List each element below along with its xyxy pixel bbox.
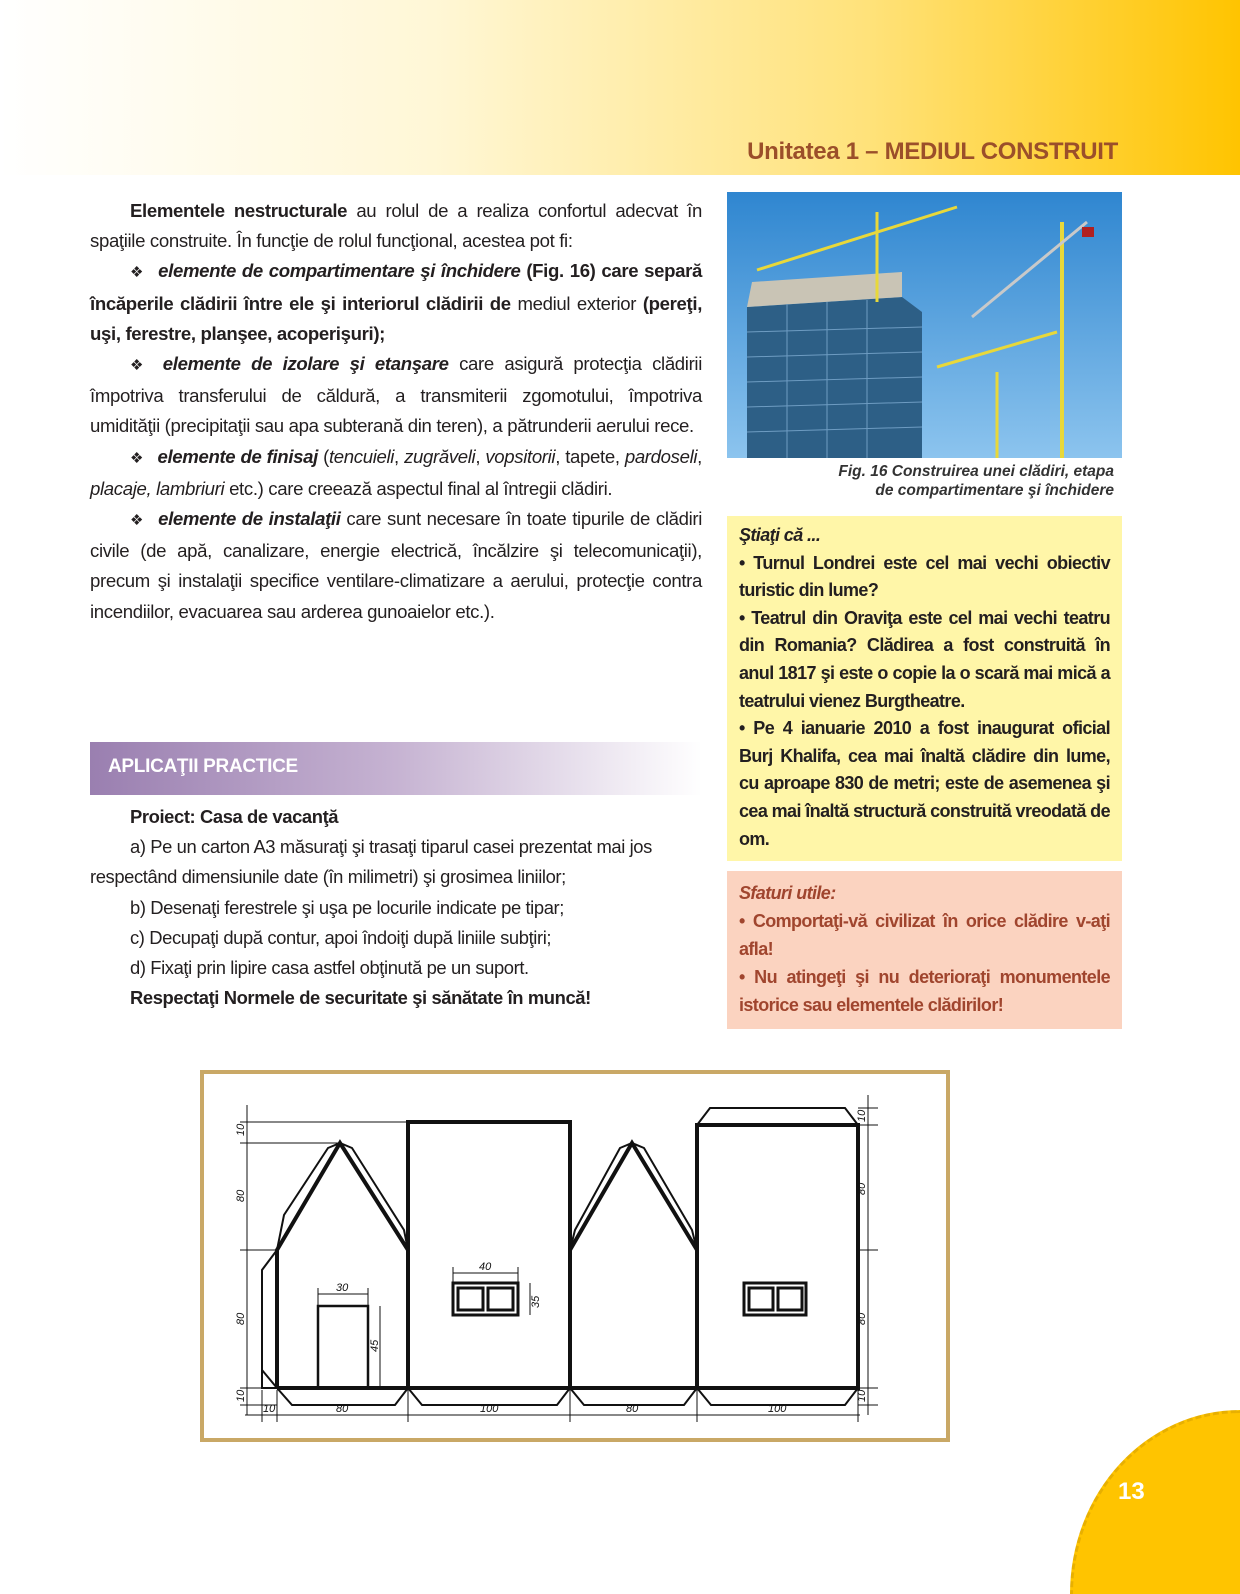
tips-box [727,871,1122,1029]
item-text: mediul exterior [510,292,643,314]
window-right [744,1283,806,1315]
list-item [90,349,702,442]
figure-caption [727,462,1114,500]
item-text: (Fig. 16) care separă încăperile clădirii între ele şi interiorul clădirii de [90,260,703,314]
construction-photo [727,192,1122,458]
fact-item: • Teatrul din Oraviţa este cel mai vechi teatru din Romania? Clădirea a fost construită în anul 1817 şi este o copie la o scară mai mică a teatrului vienez Burgtheatre. [739,607,1110,711]
dim-label: 40 [479,1261,492,1273]
dim-label: 80 [856,1312,868,1325]
dim-label: 80 [626,1403,639,1415]
dim-label: 100 [768,1403,787,1415]
dim-label: 45 [369,1339,381,1352]
dim-label: 80 [856,1182,868,1195]
list-item [90,504,702,627]
dim-label: 80 [235,1189,247,1202]
item-text: , [394,445,405,467]
project-instructions [90,802,702,1013]
unit-title: Unitatea 1 – MEDIUL CONSTRUIT [747,138,1118,165]
item-text: placaje, lambriuri [90,477,225,499]
item-text: , [697,445,702,467]
project-title: Proiect: Casa de vacanţă [130,806,339,827]
item-text: tencuieli [328,445,395,467]
dim-label: 100 [480,1403,499,1415]
fact-item: • Pe 4 ianuarie 2010 a fost inaugurat oficial Burj Khalifa, cea mai înaltă clădire din lume, cu aproape 830 de metri; este de asemenea şi cea mai înaltă structură construită vreodată de om. [739,718,1110,849]
applications-title: APLICAŢII PRACTICE [108,756,298,777]
project-step: a) Pe un carton A3 măsuraţi şi trasaţi tiparul casei prezentat mai jos respectând dimensiunile date (în milimetri) şi grosimea liniilor; [90,836,652,888]
dim-label: 30 [336,1282,349,1294]
diamond-bullet-icon: ❖ [130,449,144,467]
intro-paragraph [90,196,702,256]
list-item [90,256,702,349]
fact-item: • Turnul Londrei este cel mai vechi obiectiv turistic din lume? [739,552,1110,601]
item-text: zugrăveli [404,445,476,467]
applications-header [90,742,702,795]
item-text: , [475,445,486,467]
caption-line: de compartimentare şi închidere [875,482,1114,499]
dim-label: 80 [336,1403,349,1415]
item-term: elemente de finisaj [157,445,318,467]
dim-label: 10 [235,1389,247,1402]
intro-term: Elementele nestructurale [130,200,348,221]
item-text: pardoseli [624,445,698,467]
safety-note: Respectaţi Normele de securitate şi sănătate în muncă! [130,987,591,1009]
door [318,1306,368,1388]
item-term: elemente de izolare şi etanşare [162,353,449,375]
diamond-bullet-icon: ❖ [130,264,145,282]
item-text: vopsitorii [485,445,556,467]
tips-title: Sfaturi utile: [739,883,836,904]
item-text: etc.) care creează aspectul final al întregii clădiri. [224,477,613,499]
cut-outline [277,1122,858,1388]
side-notes [727,516,1122,1029]
project-step: b) Desenaţi ferestrele şi uşa pe locurile indicate pe tipar; [130,896,564,918]
dim-label: 80 [235,1312,247,1325]
project-step: d) Fixaţi prin lipire casa astfel obţinută pe un suport. [130,957,529,979]
main-text [90,196,702,627]
dimension-labels [235,1109,868,1415]
item-text: care sunt necesare în toate tipurile de clădiri civile (de apă, canalizare, energie electrică, încălzire şi telecomunicaţii), precum şi instalaţii specifice ventilare-climatizare a aerului, protecţie contra incendiilor, evacuarea sau arderea gunoaielor etc.). [90,508,702,622]
did-you-know-title: Ştiaţi că ... [739,525,821,545]
diamond-bullet-icon: ❖ [130,512,145,530]
page-number: 13 [1118,1478,1145,1505]
window-left [453,1283,518,1315]
list-item [90,442,702,504]
page-number-badge [1070,1410,1240,1594]
dim-label: 35 [530,1295,542,1308]
tip-item: • Nu atingeţi şi nu deterioraţi monumentele istorice sau elementele clădirilor! [739,967,1110,1016]
dim-label: 10 [263,1403,276,1415]
item-term: elemente de instalaţii [158,508,341,530]
item-text: care asigură protecţia clădirii împotriva transferului de căldură, a transmiterii zgomotului, împotriva umidităţii (precipitaţii sau apa subterană din teren), a pătrunderii aerului rece. [90,353,702,437]
project-step: c) Decupaţi după contur, apoi îndoiţi după liniile subţiri; [130,926,552,948]
item-term: elemente de compartimentare şi închidere [158,260,521,282]
item-text: (pereţi, uşi, ferestre, planşee, acoperişuri); [90,292,703,344]
caption-line: Fig. 16 Construirea unei clădiri, etapa [838,463,1114,480]
intro-text: au rolul de a realiza confortul adecvat în spaţiile construite. În funcţie de rolul funcţional, acestea pot fi: [90,200,702,252]
item-text: , tapete, [555,445,625,467]
dim-label: 10 [235,1123,247,1136]
diamond-bullet-icon: ❖ [130,357,149,375]
tip-item: • Comportaţi-vă civilizat în orice clădire v-aţi afla! [739,911,1110,960]
did-you-know-box [727,516,1122,861]
fold-flaps [262,1108,858,1405]
house-template-drawing [200,1070,950,1442]
dim-label: 10 [856,1389,868,1402]
item-text: ( [317,445,329,467]
dim-label: 10 [856,1109,868,1122]
